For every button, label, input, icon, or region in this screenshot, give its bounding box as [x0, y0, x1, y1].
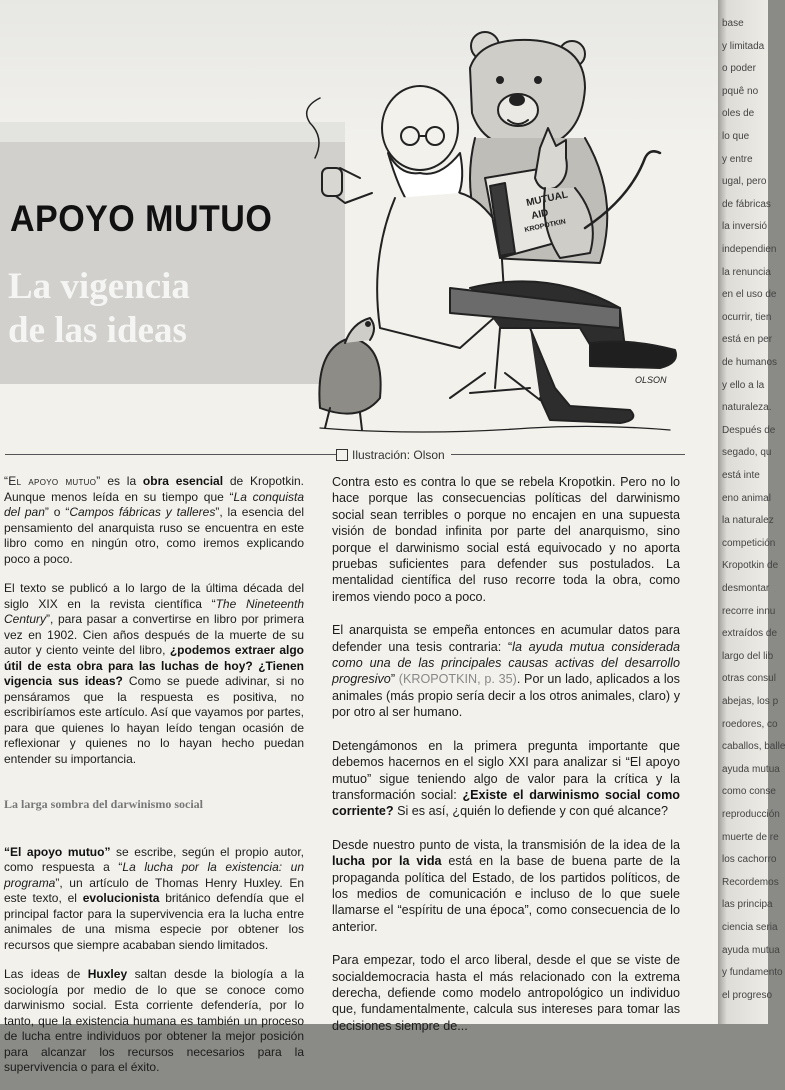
artist-signature: OLSON [635, 375, 667, 385]
book-title-line-1: MUTUAL [525, 189, 569, 209]
next-page-text-fragment: ciencia seria [722, 922, 778, 933]
text-run: La lucha por la existencia: un programa [4, 860, 304, 890]
next-page-text-fragment: en el uso de [722, 289, 777, 301]
text-run: ”, para pasar a convertirse en libro por primera vez en 1902. Cien años después de la muerte de su autor y ciento veinte del libro, [4, 612, 304, 657]
text-run: está en la base de buena parte de la propaganda política del Estado, de los partidos políticos, de los medios de comunicación e incluso de lo que suele llamarse el “espíritu de una época”, como consecuencia de lo anterior. [332, 854, 680, 934]
right-paragraph-3 [332, 738, 680, 820]
text-run: “El apoyo mutuo” [4, 844, 111, 859]
text-run: ¿podemos extraer algo útil de esta obra para las luchas de hoy? ¿Tienen vigencia sus ideas? [4, 643, 304, 688]
text-run: Las ideas de [4, 967, 88, 981]
text-run: La conquista del pan [4, 489, 304, 519]
left-paragraph-3 [4, 845, 304, 954]
next-page-text-fragment: muerte de re [722, 831, 779, 843]
next-page-edge [718, 0, 785, 1024]
next-page-text-fragment: pquê no [722, 85, 759, 97]
next-page-text-fragment: y fundamento [722, 967, 783, 979]
next-page-text-fragment: está inte [722, 470, 760, 481]
text-run: lucha por la vida [332, 854, 442, 869]
next-page-text-fragment: la renuncia [722, 266, 771, 278]
next-page-text-fragment: ayuda mutua [722, 763, 780, 775]
text-run: Como se puede adivinar, si no pensáramos que la respuesta es positiva, no escribiríamos este artículo. Así que vayamos por partes, para que quienes lo hayan leído tengan ocasión de reflexionar y quienes no lo hayan hecho puedan entender su importancia. [4, 674, 305, 766]
next-page-text-fragment: y entre [722, 153, 753, 165]
next-page-text-fragment: roedores, co [722, 718, 778, 730]
text-run: “El apoyo mutuo” [4, 474, 101, 488]
text-run: Desde nuestro punto de vista, la transmisión de la idea de la [332, 837, 680, 852]
text-run: ”, un artículo de Thomas Henry Huxley. En este texto, el [4, 875, 304, 905]
next-page-text-fragment: ayuda mutua [722, 944, 780, 956]
book-title-line-2: AID [530, 207, 550, 222]
next-page-text-fragment: lo que [722, 131, 750, 142]
text-run: El anarquista se empeña entonces en acumular datos para defender una tesis contraria: “ [332, 623, 680, 654]
next-page-text-fragment: las principa [722, 899, 773, 911]
next-page-text-fragment: y limitada [722, 40, 765, 52]
kropotkin-bear-illustration [300, 28, 695, 443]
next-page-text-fragment: ocurrir, tien [722, 311, 772, 323]
next-page-text-fragment: abejas, los p [722, 696, 779, 707]
title-band-strip [0, 122, 345, 142]
text-run: ” [390, 672, 399, 687]
text-run: de Kropotkin. Aunque menos leída en su tiempo que “ [4, 474, 305, 504]
next-page-text-fragment: segado, qu [722, 447, 772, 459]
next-page-text-fragment: está en per [722, 334, 773, 346]
next-page-text-fragment: ugal, pero [722, 176, 767, 188]
article-subtitle [8, 265, 190, 353]
next-page-text-fragment: competición [722, 537, 776, 549]
text-run: británico defendía que el principal factor para la supervivencia era la lucha entre animales de una misma especie por obtener los recursos que siempre acababan siendo limitados. [4, 891, 304, 952]
caption-box-icon [336, 449, 348, 461]
right-paragraph-5: Para empezar, todo el arco liberal, desde el que se viste de socialdemocracia hasta el más relacionado con la extrema derecha, defiende como modelo antropológico un individuo que, fundamentalmente, calcula sus intereses para tomar las decisiones siempre de... [332, 953, 680, 1033]
next-page-text-fragment: eno animal [722, 492, 771, 504]
next-page-text-fragment: oles de [722, 108, 755, 120]
next-page-text-fragment: o poder [722, 63, 756, 75]
right-paragraph-2 [332, 622, 680, 720]
next-page-text-fragment: de humanos [722, 357, 778, 368]
next-page-text-fragment: de fábricas [722, 198, 771, 210]
text-run: . Por un lado, aplicados a los animales (más propio sería decir a los otros animales, claro) y por otro al ser humano. [332, 672, 680, 720]
article-title: APOYO MUTUO [10, 198, 273, 239]
text-run: se escribe, según el propio autor, como respuesta a “ [4, 844, 304, 874]
left-paragraph-1 [4, 474, 304, 567]
next-page-text-fragment: los cachorro [722, 854, 777, 866]
next-page-text-fragment: Recordemos [722, 876, 779, 888]
text-run: Detengámonos en la primera pregunta importante que debemos hacernos en el siglo XXI para analizar si “El apoyo mutuo” sigue teniendo algo de valor para la crítica y la transformación social: [332, 738, 680, 802]
next-page-text-fragment: la naturalez [722, 515, 774, 527]
text-run: Huxley [87, 967, 128, 981]
next-page-text-fragment: extraídos de [722, 628, 778, 640]
citation: (KROPOTKIN, p. 35) [398, 672, 517, 687]
next-page-text-fragment: largo del lib [722, 650, 774, 662]
left-paragraph-4 [4, 967, 304, 1076]
left-column [4, 474, 304, 1090]
next-page-text-fragment: la inversió [722, 221, 768, 233]
text-run: Si es así, ¿quién lo defiende y con qué alcance? [393, 804, 669, 819]
text-run: evolucionista [82, 891, 160, 905]
book-author: KROPOTKIN [523, 218, 567, 234]
next-page-text-fragment: caballos, balle [722, 741, 785, 753]
text-run: es la [100, 474, 143, 488]
text-run: The Nineteenth Century [4, 596, 304, 626]
right-paragraph-4 [332, 837, 680, 935]
next-page-text-fragment: recorre innu [722, 605, 776, 617]
text-run: saltan desde la biología a la sociología por medio de lo que se conoce como darwinismo social. Esta corriente defendería, por lo tanto, que la existencia humana es también un proceso de lucha entre individuos por obtener la mejor posición para alcanzar los recursos necesarios para la supervivencia o para el éxito. [4, 967, 304, 1074]
turtle-figure [319, 318, 380, 430]
text-run: ”, la esencia del pensamiento del anarquista ruso se encuentra en este libro como en ningún otro, como iremos explicando poco a poco. [4, 505, 305, 566]
caption-text: Ilustración: Olson [352, 448, 445, 462]
next-page-text-fragment: reproducción [722, 809, 780, 820]
text-run: ” o “ [44, 505, 70, 519]
next-page-text-fragment: desmontar [722, 583, 770, 594]
next-page-text-fragment: naturaleza. [722, 402, 772, 414]
next-page-text-fragment: el progreso [722, 989, 773, 1001]
text-run: ¿Existe el darwinismo social como corriente? [332, 787, 680, 819]
next-page-text-fragment: independien [722, 244, 777, 255]
text-run: Campos fábricas y talleres [69, 505, 216, 519]
text-run: El texto se publicó a lo largo de la última década del siglo XIX en la revista científica “ [4, 581, 304, 611]
next-page-text-fragment: Kropotkin de [722, 560, 779, 572]
next-page-text-fragment: base [722, 18, 744, 29]
section-heading: La larga sombra del darwinismo social [4, 797, 204, 811]
right-paragraph-1: Contra esto es contra lo que se rebela Kropotkin. Pero no lo hace porque las consecuencias políticas del darwinismo social sean terribles o porque no encajen en una supuesta visión de bondad infinita por parte del anarquismo, sino porque el darwinismo social está equivocado y no aporta pruebas suficientes para defender sus postulados. La mentalidad científica del ruso recorre toda la obra, como iremos viendo poco a poco. [332, 475, 680, 604]
text-run: la ayuda mutua considerada como una de las principales causas activas del desarrollo progresivo [332, 639, 680, 687]
next-page-text-fragment: Después de [722, 424, 776, 436]
subtitle-line-2: de las ideas [8, 310, 187, 351]
next-page-text-fragment: como conse [722, 786, 776, 798]
left-paragraph-2 [4, 581, 304, 767]
illustration-caption [336, 448, 451, 462]
next-page-text-fragment: y ello a la [722, 379, 765, 391]
next-page-text-fragment: otras consul [722, 673, 776, 685]
right-column [332, 474, 680, 1051]
subtitle-line-1: La vigencia [8, 266, 190, 307]
text-run: obra esencial [142, 474, 224, 488]
